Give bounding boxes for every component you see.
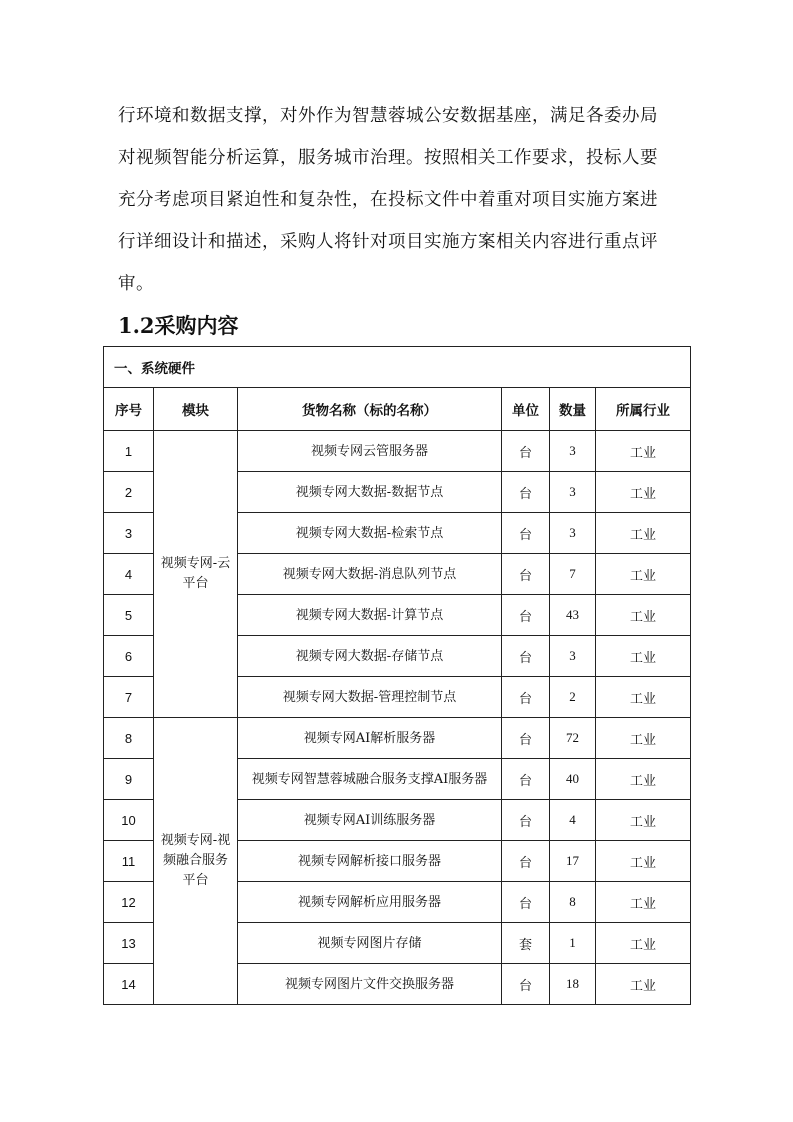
goods-name: 视频专网大数据-计算节点	[238, 595, 502, 636]
row-number: 6	[104, 636, 154, 677]
goods-name: 视频专网AI解析服务器	[238, 718, 502, 759]
unit-cell: 台	[502, 718, 550, 759]
row-number: 5	[104, 595, 154, 636]
unit-cell: 台	[502, 595, 550, 636]
goods-name: 视频专网大数据-数据节点	[238, 472, 502, 513]
unit-cell: 套	[502, 923, 550, 964]
body-paragraph	[118, 95, 693, 305]
unit-cell: 台	[502, 677, 550, 718]
row-number: 1	[104, 431, 154, 472]
section-heading: 1.2采购内容	[118, 313, 239, 338]
industry-cell: 工业	[596, 882, 691, 923]
goods-name: 视频专网智慧蓉城融合服务支撑AI服务器	[238, 759, 502, 800]
row-number: 13	[104, 923, 154, 964]
industry-cell: 工业	[596, 595, 691, 636]
table-row	[104, 718, 691, 759]
quantity-cell: 1	[550, 923, 596, 964]
header-qty: 数量	[550, 388, 596, 431]
unit-cell: 台	[502, 882, 550, 923]
module-cell: 视频专网-视频融合服务平台	[154, 718, 238, 1005]
industry-cell: 工业	[596, 431, 691, 472]
row-number: 10	[104, 800, 154, 841]
goods-name: 视频专网AI训练服务器	[238, 800, 502, 841]
industry-cell: 工业	[596, 636, 691, 677]
procurement-table	[103, 346, 691, 1005]
row-number: 9	[104, 759, 154, 800]
unit-cell: 台	[502, 636, 550, 677]
industry-cell: 工业	[596, 759, 691, 800]
row-number: 11	[104, 841, 154, 882]
table-row	[104, 431, 691, 472]
industry-cell: 工业	[596, 800, 691, 841]
industry-cell: 工业	[596, 923, 691, 964]
unit-cell: 台	[502, 759, 550, 800]
row-number: 2	[104, 472, 154, 513]
header-no: 序号	[104, 388, 154, 431]
goods-name: 视频专网大数据-检索节点	[238, 513, 502, 554]
paragraph-line: 对视频智能分析运算，服务城市治理。按照相关工作要求，投标人要	[118, 148, 658, 168]
industry-cell: 工业	[596, 718, 691, 759]
quantity-cell: 18	[550, 964, 596, 1005]
goods-name: 视频专网图片文件交换服务器	[238, 964, 502, 1005]
quantity-cell: 3	[550, 472, 596, 513]
paragraph-line: 行环境和数据支撑，对外作为智慧蓉城公安数据基座，满足各委办局	[118, 106, 658, 126]
table-section-title: 一、系统硬件	[104, 347, 691, 388]
quantity-cell: 7	[550, 554, 596, 595]
industry-cell: 工业	[596, 554, 691, 595]
quantity-cell: 2	[550, 677, 596, 718]
quantity-cell: 72	[550, 718, 596, 759]
industry-cell: 工业	[596, 841, 691, 882]
row-number: 4	[104, 554, 154, 595]
quantity-cell: 3	[550, 513, 596, 554]
header-unit: 单位	[502, 388, 550, 431]
unit-cell: 台	[502, 513, 550, 554]
unit-cell: 台	[502, 472, 550, 513]
goods-name: 视频专网大数据-管理控制节点	[238, 677, 502, 718]
table-section-row	[104, 347, 691, 388]
header-industry: 所属行业	[596, 388, 691, 431]
industry-cell: 工业	[596, 513, 691, 554]
goods-name: 视频专网图片存储	[238, 923, 502, 964]
paragraph-line: 行详细设计和描述，采购人将针对项目实施方案相关内容进行重点评	[118, 232, 658, 252]
quantity-cell: 43	[550, 595, 596, 636]
industry-cell: 工业	[596, 472, 691, 513]
unit-cell: 台	[502, 431, 550, 472]
goods-name: 视频专网大数据-消息队列节点	[238, 554, 502, 595]
goods-name: 视频专网大数据-存储节点	[238, 636, 502, 677]
unit-cell: 台	[502, 964, 550, 1005]
module-cell: 视频专网-云平台	[154, 431, 238, 718]
unit-cell: 台	[502, 841, 550, 882]
quantity-cell: 3	[550, 431, 596, 472]
header-name: 货物名称（标的名称）	[238, 388, 502, 431]
industry-cell: 工业	[596, 964, 691, 1005]
quantity-cell: 3	[550, 636, 596, 677]
table-header-row	[104, 388, 691, 431]
row-number: 8	[104, 718, 154, 759]
row-number: 7	[104, 677, 154, 718]
quantity-cell: 4	[550, 800, 596, 841]
header-module: 模块	[154, 388, 238, 431]
industry-cell: 工业	[596, 677, 691, 718]
row-number: 3	[104, 513, 154, 554]
unit-cell: 台	[502, 554, 550, 595]
row-number: 12	[104, 882, 154, 923]
unit-cell: 台	[502, 800, 550, 841]
quantity-cell: 8	[550, 882, 596, 923]
quantity-cell: 17	[550, 841, 596, 882]
row-number: 14	[104, 964, 154, 1005]
quantity-cell: 40	[550, 759, 596, 800]
goods-name: 视频专网解析应用服务器	[238, 882, 502, 923]
paragraph-line: 审。	[118, 274, 154, 294]
goods-name: 视频专网云管服务器	[238, 431, 502, 472]
goods-name: 视频专网解析接口服务器	[238, 841, 502, 882]
paragraph-line: 充分考虑项目紧迫性和复杂性，在投标文件中着重对项目实施方案进	[118, 190, 658, 210]
